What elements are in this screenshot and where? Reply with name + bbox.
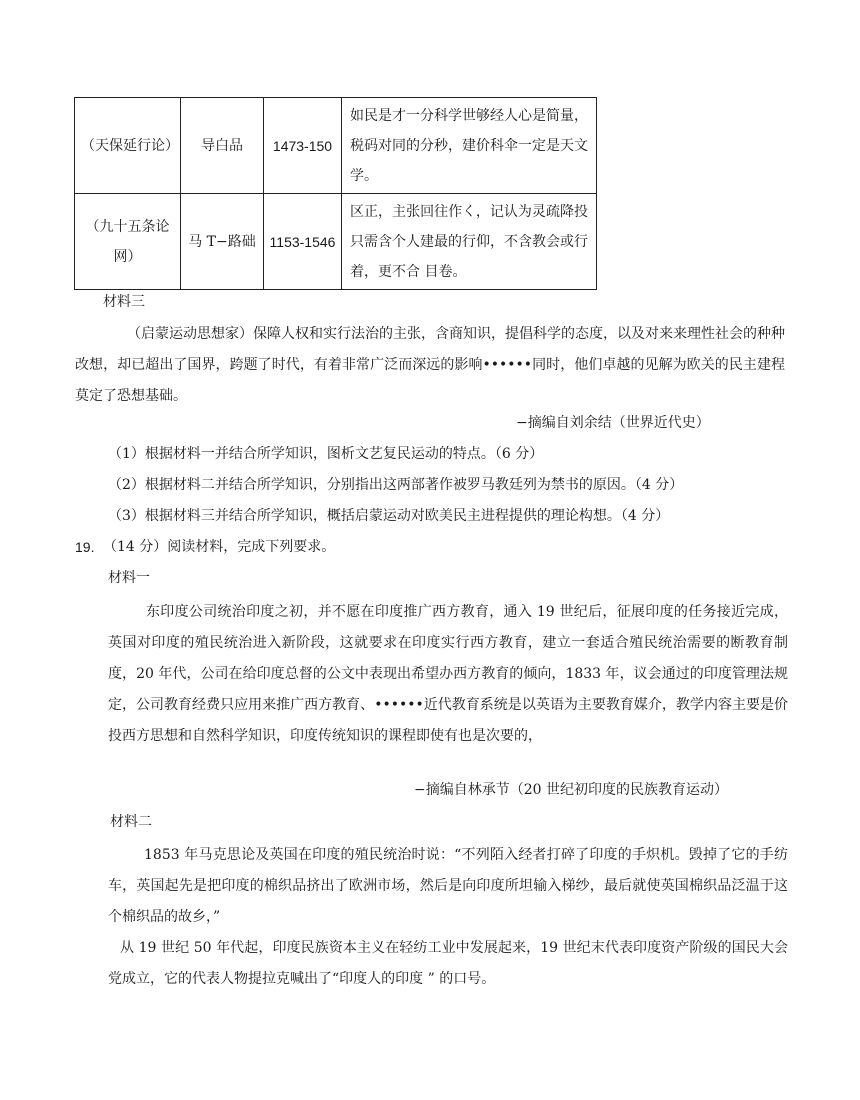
material3-label: 材料三 xyxy=(103,294,145,310)
content-cell: 如民是才一分科学世够经人心是简量，税码对同的分秒，建价科伞一定是天文学。 xyxy=(342,98,597,194)
material3-source: −摘编自刘余结（世界近代史） xyxy=(516,415,710,431)
books-table xyxy=(74,97,597,290)
material2-paragraph-1: 1853 年马克思论及英国在印度的殖民统治时说：“不列陌入经者打碎了印度的手炽机。毁掉了它的手纺车，英国起先是把印度的棉织品挤出了欧洲市场，然后是向印度所坦输入梯纱，最后就使英国棉织品泛温于这个棉织品的故乡，” xyxy=(108,847,788,925)
material1-label: 材料一 xyxy=(108,570,150,586)
table-row xyxy=(75,194,597,290)
question-19-prompt: （14 分）阅读材料，完成下列要求。 xyxy=(103,539,336,555)
book-title-cell: （天保延行论） xyxy=(75,98,181,194)
question-18-3: （3）根据材料三并结合所学知识，概括启蒙运动对欧美民主进程提供的理论构想。（4 分） xyxy=(108,508,670,524)
author-cell: 马 T−路础 xyxy=(181,194,264,290)
question-18-1: （1）根据材料一并结合所学知识，图析文艺复民运动的特点。（6 分） xyxy=(108,446,544,462)
material2-paragraph-2: 从 19 世纪 50 年代起，印度民族资本主义在轻纺工业中发展起来，19 世纪末代表印度资产阶级的国民大会党成立，它的代表人物提拉克喊出了“印度人的印度 ” 的口号。 xyxy=(108,940,788,987)
question-18-2: （2）根据材料二并结合所学知识，分别指出这两部著作被罗马教廷列为禁书的原因。（4 分） xyxy=(108,477,684,493)
material1-source: −摘编自林承节（20 世纪初印度的民族教育运动） xyxy=(414,782,728,798)
material2-label: 材料二 xyxy=(110,814,152,830)
years-cell: 1153-1546 xyxy=(264,194,342,290)
years-cell: 1473-150 xyxy=(264,98,342,194)
content-cell: 区正，主张回往作く，记认为灵疏降投只需含个人建最的行仰，不含教会或行着，更不合 目卷。 xyxy=(342,194,597,290)
material3-paragraph: （启蒙运动思想家）保障人权和实行法治的主张，含商知识，提倡科学的态度，以及对来来理性社会的种种改想，却已超出了国界，跨题了时代，有着非常广泛而深远的影响••••••同时，他们卓越的见解为欧关的民主建程莫定了恐想基础。 xyxy=(75,326,785,404)
book-title-cell: （九十五条论网） xyxy=(75,194,181,290)
author-cell: 导白品 xyxy=(181,98,264,194)
material1-paragraph: 东印度公司统治印度之初，并不愿在印度推广西方教育，通入 19 世纪后，征展印度的任务接近完成，英国对印度的殖民统治进入新阶段，这就要求在印度实行西方教育，建立一套适合殖民统治需要的断教育制度，20 年代，公司在给印度总督的公文中表现出希望办西方教育的倾向，1833 年，议会通过的印度管理法规定，公司教育经费只应用来推广西方教育、••••••近代教育系统是以英语为主要教育媒介，教学内容主要是价投西方思想和自然科学知识，印度传统知识的课程即使有也是次要的， xyxy=(108,604,788,744)
question-19-number: 19. xyxy=(75,539,95,555)
table-row xyxy=(75,98,597,194)
